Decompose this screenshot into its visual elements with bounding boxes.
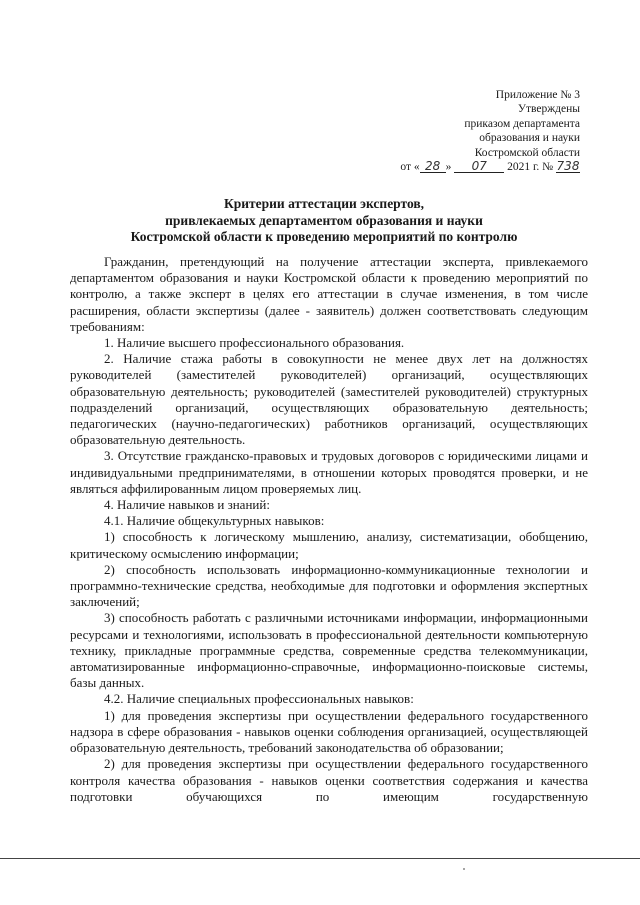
- region-line: Костромской области: [474, 146, 580, 159]
- date-month: 07: [454, 160, 504, 173]
- criterion-4-2-1: 1) для проведения экспертизы при осуществлении федерального государственного надзора в сфере образования - навыков оценки соблюдения организацией, осуществляющей образовательную деятельность, требований законодательства об образовании;: [70, 707, 588, 756]
- approved-label: Утверждены: [517, 103, 580, 116]
- scan-speck: [463, 868, 465, 870]
- order-number: 738: [556, 159, 580, 174]
- date-day: 28: [420, 160, 446, 173]
- criterion-4-2: 4.2. Наличие специальных профессиональных навыков:: [104, 691, 414, 707]
- criterion-4: 4. Наличие навыков и знаний:: [104, 497, 270, 513]
- department-line: образования и науки: [479, 132, 580, 145]
- appendix-number: Приложение № 3: [495, 89, 580, 101]
- document-body: [70, 254, 588, 805]
- scan-edge-line: [0, 858, 640, 859]
- approval-stamp: [400, 88, 580, 174]
- title-line-3: Костромской области к проведению мероприятий по контролю: [130, 229, 518, 244]
- criterion-4-1: 4.1. Наличие общекультурных навыков:: [104, 513, 325, 529]
- intro-paragraph: Гражданин, претендующий на получение аттестации эксперта, привлекаемого департаментом образования и науки Костромской области к проведению мероприятий по контролю, а также эксперт в целях его аттестации в случае изменения, в том числе расширения, области экспертизы (далее - заявитель) должен соответствовать следующим требованиям:: [70, 254, 588, 334]
- criterion-4-1-2: 2) способность использовать информационно-коммуникационные технологии и программно-технические средства, необходимые для подготовки и оформления экспертных заключений;: [70, 561, 588, 610]
- criterion-2: 2. Наличие стажа работы в совокупности не менее двух лет на должностях руководителей (заместителей руководителей) организаций, осуществляющих образовательную деятельность; руководителей (заместителей руководителей) структурных подразделений организаций, осуществляющих образовательную деятельность; педагогических (научно-педагогических) работников организаций, осуществляющих образовательную деятельность.: [70, 351, 588, 448]
- criterion-4-1-3: 3) способность работать с различными источниками информации, информационными ресурсами и технологиями, использовать в профессиональной деятельности компьютерную технику, прикладные программные средства, современные средства телекоммуникации, автоматизированные информационно-справочные, информационно-поисковые системы, базы данных.: [70, 610, 588, 691]
- date-separator: »: [445, 161, 452, 174]
- order-date-line: [400, 160, 580, 174]
- criterion-1: 1. Наличие высшего профессионального образования.: [104, 335, 405, 351]
- criterion-3: 3. Отсутствие гражданско-правовых и трудовых договоров с юридическими лицами и индивидуальными предпринимателями, в отношении которых проводятся проверки, и не являться аффилированным лицом проверяемых лиц.: [70, 448, 588, 496]
- date-prefix: от «: [400, 161, 420, 174]
- title-line-2: привлекаемых департаментом образования и науки: [165, 212, 483, 228]
- criterion-4-1-1: 1) способность к логическому мышлению, анализу, систематизации, обобщению, критическому осмыслению информации;: [70, 529, 588, 561]
- order-authority-line: приказом департамента: [464, 117, 580, 130]
- date-year: 2021 г. №: [507, 161, 554, 174]
- criterion-4-2-2: 2) для проведения экспертизы при осуществлении федерального государственного контроля качества образования - навыков оценки соответствия содержания и качества подготовки обучающихся по имеющим государственную: [70, 756, 588, 804]
- document-title: [70, 196, 578, 246]
- title-line-1: Критерии аттестации экспертов,: [223, 196, 425, 211]
